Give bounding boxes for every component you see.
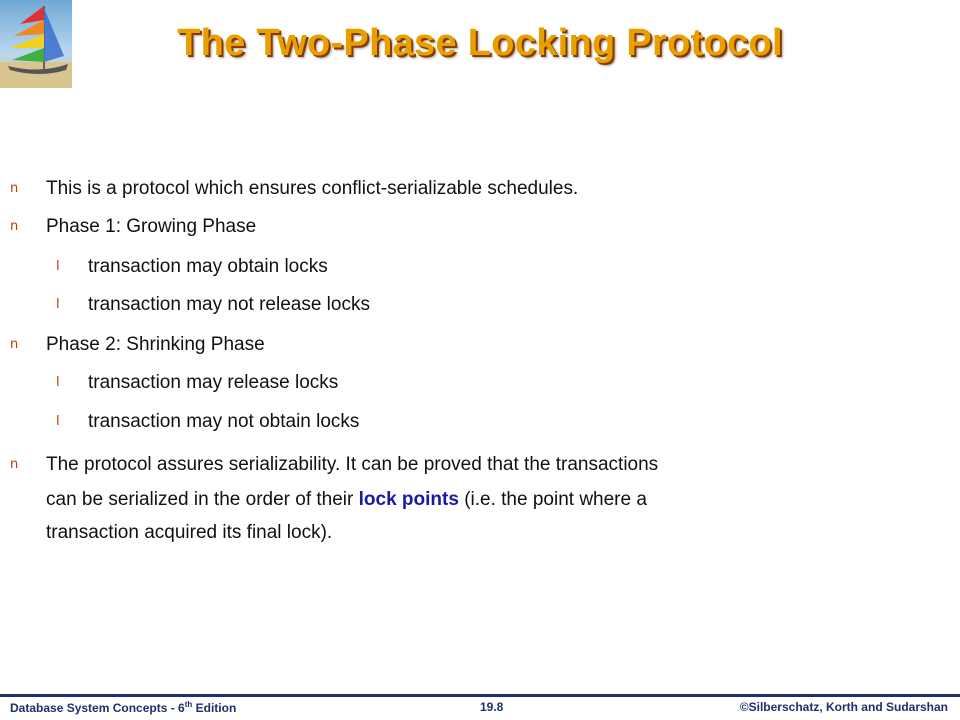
bullet-marker-icon: n xyxy=(10,337,19,352)
bullet-text: Phase 2: Shrinking Phase xyxy=(46,334,265,355)
slide-title: The Two-Phase Locking Protocol xyxy=(177,22,783,64)
footer-divider xyxy=(0,694,960,697)
sub-bullet-text: transaction may obtain locks xyxy=(88,256,328,277)
footer-book-text: Database System Concepts - 6 xyxy=(10,701,185,715)
footer-book-title xyxy=(10,700,236,715)
bullet-text-fragment: can be serialized in the order of their xyxy=(46,489,359,510)
bullet-text: This is a protocol which ensures conflict-serializable schedules. xyxy=(46,178,579,199)
sub-bullet-text: transaction may release locks xyxy=(88,372,339,393)
footer-page-number: 19.8 xyxy=(480,700,504,714)
footer-edition-sup: th xyxy=(184,700,193,709)
lock-points-term: lock points xyxy=(358,489,459,510)
bullet-text-line xyxy=(46,485,647,515)
bullet-marker-icon: n xyxy=(10,457,19,472)
bullet-text: Phase 1: Growing Phase xyxy=(46,216,257,237)
bullet-marker-icon: n xyxy=(10,181,19,196)
bullet-marker-icon: n xyxy=(10,219,19,234)
sub-bullet-marker-icon: l xyxy=(56,375,60,390)
bullet-text-line: transaction acquired its final lock). xyxy=(46,522,333,543)
bullet-text-fragment: (i.e. the point where a xyxy=(458,489,647,510)
sub-bullet-marker-icon: l xyxy=(56,259,60,274)
bullet-text-line: The protocol assures serializability. It can be proved that the transactions xyxy=(46,454,659,475)
footer-edition-text: Edition xyxy=(192,701,237,715)
sub-bullet-text: transaction may not obtain locks xyxy=(88,411,360,432)
footer-copyright: ©Silberschatz, Korth and Sudarshan xyxy=(739,700,948,714)
sub-bullet-text: transaction may not release locks xyxy=(88,294,370,315)
sub-bullet-marker-icon: l xyxy=(56,414,60,429)
sub-bullet-marker-icon: l xyxy=(56,297,60,312)
